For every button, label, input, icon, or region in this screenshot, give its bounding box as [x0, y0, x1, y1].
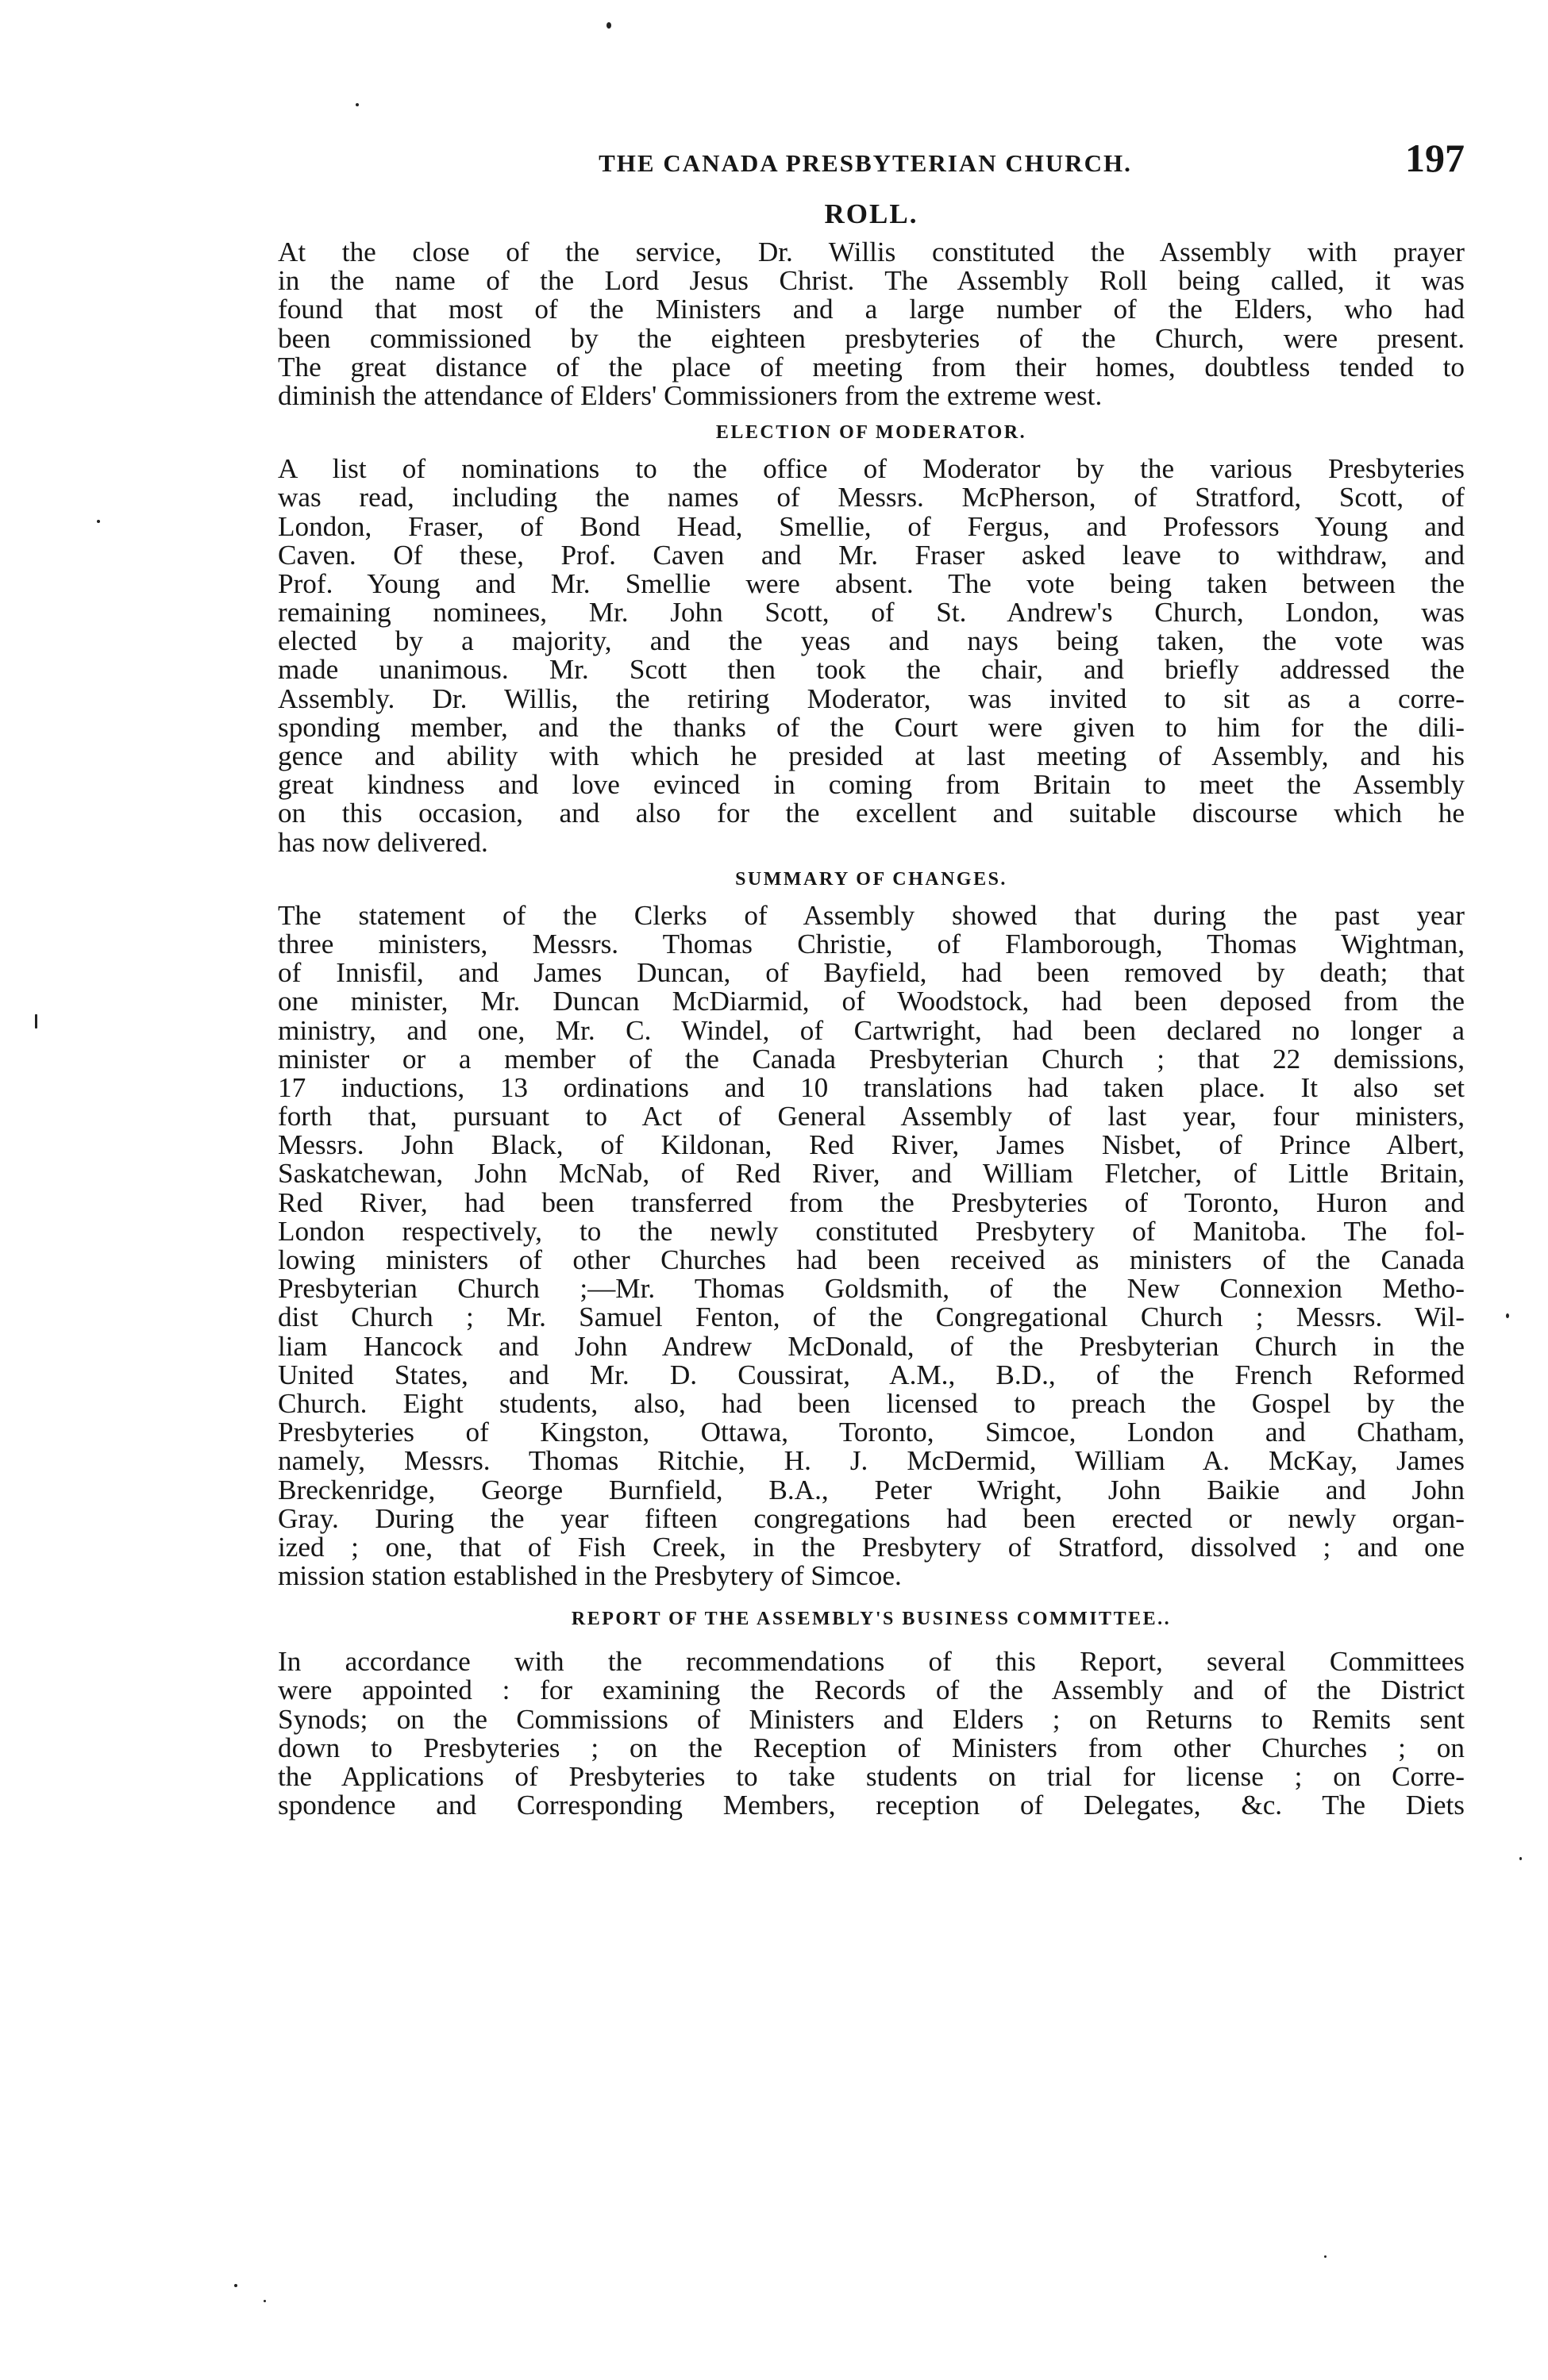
text-line: minister or a member of the Canada Presbyterian Church ; that 22 demissions,	[278, 1043, 1465, 1075]
paragraph-roll	[278, 238, 1465, 410]
text-line: dist Church ; Mr. Samuel Fenton, of the Congregational Church ; Messrs. Wil-	[278, 1302, 1465, 1333]
section-title-roll: ROLL.	[824, 198, 918, 229]
text-line: In accordance with the recommendations of this Report, several Committees	[278, 1646, 1465, 1678]
section-title-summary: SUMMARY OF CHANGES.	[735, 868, 1007, 890]
text-line: Presbyteries of Kingston, Ottawa, Toronto, Simcoe, London and Chatham,	[278, 1417, 1465, 1448]
text-line: was read, including the names of Messrs. McPherson, of Stratford, Scott, of	[278, 482, 1465, 513]
section-title-election: ELECTION OF MODERATOR.	[715, 422, 1027, 444]
paragraph-summary	[278, 899, 1465, 1592]
text-line: the Applications of Presbyteries to take students on trial for license ; on Corre-	[278, 1761, 1465, 1792]
text-line: in the name of the Lord Jesus Christ. The Assembly Roll being called, it was	[278, 265, 1465, 297]
text-line: Synods; on the Commissions of Ministers and Elders ; on Returns to Remits sent	[278, 1703, 1465, 1735]
text-line: Church. Eight students, also, had been licensed to preach the Gospel by the	[278, 1387, 1465, 1419]
text-line: A list of nominations to the office of Moderator by the various Presbyteries	[278, 453, 1465, 485]
text-line: three ministers, Messrs. Thomas Christie, of Flamborough, Thomas Wightman,	[278, 928, 1465, 959]
scan-speck	[97, 520, 100, 523]
text-line: Messrs. John Black, of Kildonan, Red River, James Nisbet, of Prince Albert,	[278, 1129, 1465, 1161]
text-line: Red River, had been transferred from the Presbyteries of Toronto, Huron and	[278, 1186, 1465, 1218]
page-number: 197	[1405, 136, 1465, 180]
text-line: The great distance of the place of meeting from their homes, doubtless tended to	[278, 351, 1465, 383]
text-line: United States, and Mr. D. Coussirat, A.M., B.D., of the French Reformed	[278, 1359, 1465, 1390]
text-line: At the close of the service, Dr. Willis constituted the Assembly with prayer	[278, 236, 1465, 267]
text-line: lowing ministers of other Churches had been received as ministers of the Canada	[278, 1244, 1465, 1275]
text-line: great kindness and love evinced in coming from Britain to meet the Assembly	[278, 769, 1465, 801]
text-line: Saskatchewan, John McNab, of Red River, and William Fletcher, of Little Britain,	[278, 1158, 1465, 1190]
text-line: remaining nominees, Mr. John Scott, of St. Andrew's Church, London, was	[278, 597, 1465, 629]
text-line: 17 inductions, 13 ordinations and 10 translations had taken place. It also set	[278, 1071, 1465, 1103]
text-line: found that most of the Ministers and a large number of the Elders, who had	[278, 294, 1465, 325]
scan-speck	[606, 22, 611, 29]
text-line: Presbyterian Church ;—Mr. Thomas Goldsmith, of the New Connexion Metho-	[278, 1273, 1465, 1305]
running-title: THE CANADA PRESBYTERIAN CHURCH.	[599, 149, 1132, 177]
text-line: on this occasion, and also for the excellent and suitable discourse which he	[278, 798, 1465, 829]
text-line: elected by a majority, and the yeas and nays being taken, the vote was	[278, 625, 1465, 657]
text-line: spondence and Corresponding Members, reception of Delegates, &c. The Diets	[278, 1790, 1465, 1821]
text-line: ministry, and one, Mr. C. Windel, of Cartwright, had been declared no longer a	[278, 1014, 1465, 1046]
text-line: one minister, Mr. Duncan McDiarmid, of Woodstock, had been deposed from the	[278, 986, 1465, 1017]
text-line: gence and ability with which he presided at last meeting of Assembly, and his	[278, 740, 1465, 771]
scan-speck	[356, 103, 359, 106]
text-line: London, Fraser, of Bond Head, Smellie, of Fergus, and Professors Young and	[278, 510, 1465, 542]
text-line: diminish the attendance of Elders' Commissioners from the extreme west.	[278, 379, 1103, 411]
scan-speck	[1324, 2255, 1327, 2258]
text-line: Assembly. Dr. Willis, the retiring Moderator, was invited to sit as a corre-	[278, 682, 1465, 714]
scan-speck	[35, 1014, 37, 1029]
scan-speck	[1519, 1857, 1522, 1860]
text-line: made unanimous. Mr. Scott then took the chair, and briefly addressed the	[278, 654, 1465, 686]
text-line: forth that, pursuant to Act of General Assembly of last year, four ministers,	[278, 1101, 1465, 1132]
page-content	[278, 135, 1465, 1820]
text-line: sponding member, and the thanks of the Court were given to him for the dili-	[278, 711, 1465, 743]
text-line: Gray. During the year fifteen congregations had been erected or newly organ-	[278, 1502, 1465, 1534]
text-line: been commissioned by the eighteen presbyteries of the Church, were present.	[278, 322, 1465, 354]
text-line: of Innisfil, and James Duncan, of Bayfield, had been removed by death; that	[278, 957, 1465, 989]
scan-speck	[1506, 1313, 1509, 1318]
text-line: Caven. Of these, Prof. Caven and Mr. Fraser asked leave to withdraw, and	[278, 539, 1465, 571]
text-line: Breckenridge, George Burnfield, B.A., Peter Wright, John Baikie and John	[278, 1474, 1465, 1505]
text-line: has now delivered.	[278, 826, 488, 858]
text-line: down to Presbyteries ; on the Reception of Ministers from other Churches ; on	[278, 1732, 1465, 1763]
text-line: were appointed : for examining the Records of the Assembly and of the District	[278, 1674, 1465, 1706]
text-line: ized ; one, that of Fish Creek, in the Presbytery of Stratford, dissolved ; and one	[278, 1531, 1465, 1563]
text-line: Prof. Young and Mr. Smellie were absent. The vote being taken between the	[278, 567, 1465, 599]
running-head	[278, 135, 1465, 190]
paragraph-election	[278, 455, 1465, 857]
text-line: liam Hancock and John Andrew McDonald, of the Presbyterian Church in the	[278, 1330, 1465, 1362]
section-title-business-committee: REPORT OF THE ASSEMBLY'S BUSINESS COMMITTEE..	[571, 1609, 1172, 1630]
text-line: namely, Messrs. Thomas Ritchie, H. J. McDermid, William A. McKay, James	[278, 1445, 1465, 1477]
text-line: The statement of the Clerks of Assembly showed that during the past year	[278, 899, 1465, 931]
paragraph-business-committee	[278, 1648, 1465, 1820]
text-line: London respectively, to the newly constituted Presbytery of Manitoba. The fol-	[278, 1215, 1465, 1247]
scan-speck	[234, 2284, 237, 2287]
text-line: mission station established in the Presbytery of Simcoe.	[278, 1560, 902, 1592]
scan-speck	[264, 2300, 266, 2302]
